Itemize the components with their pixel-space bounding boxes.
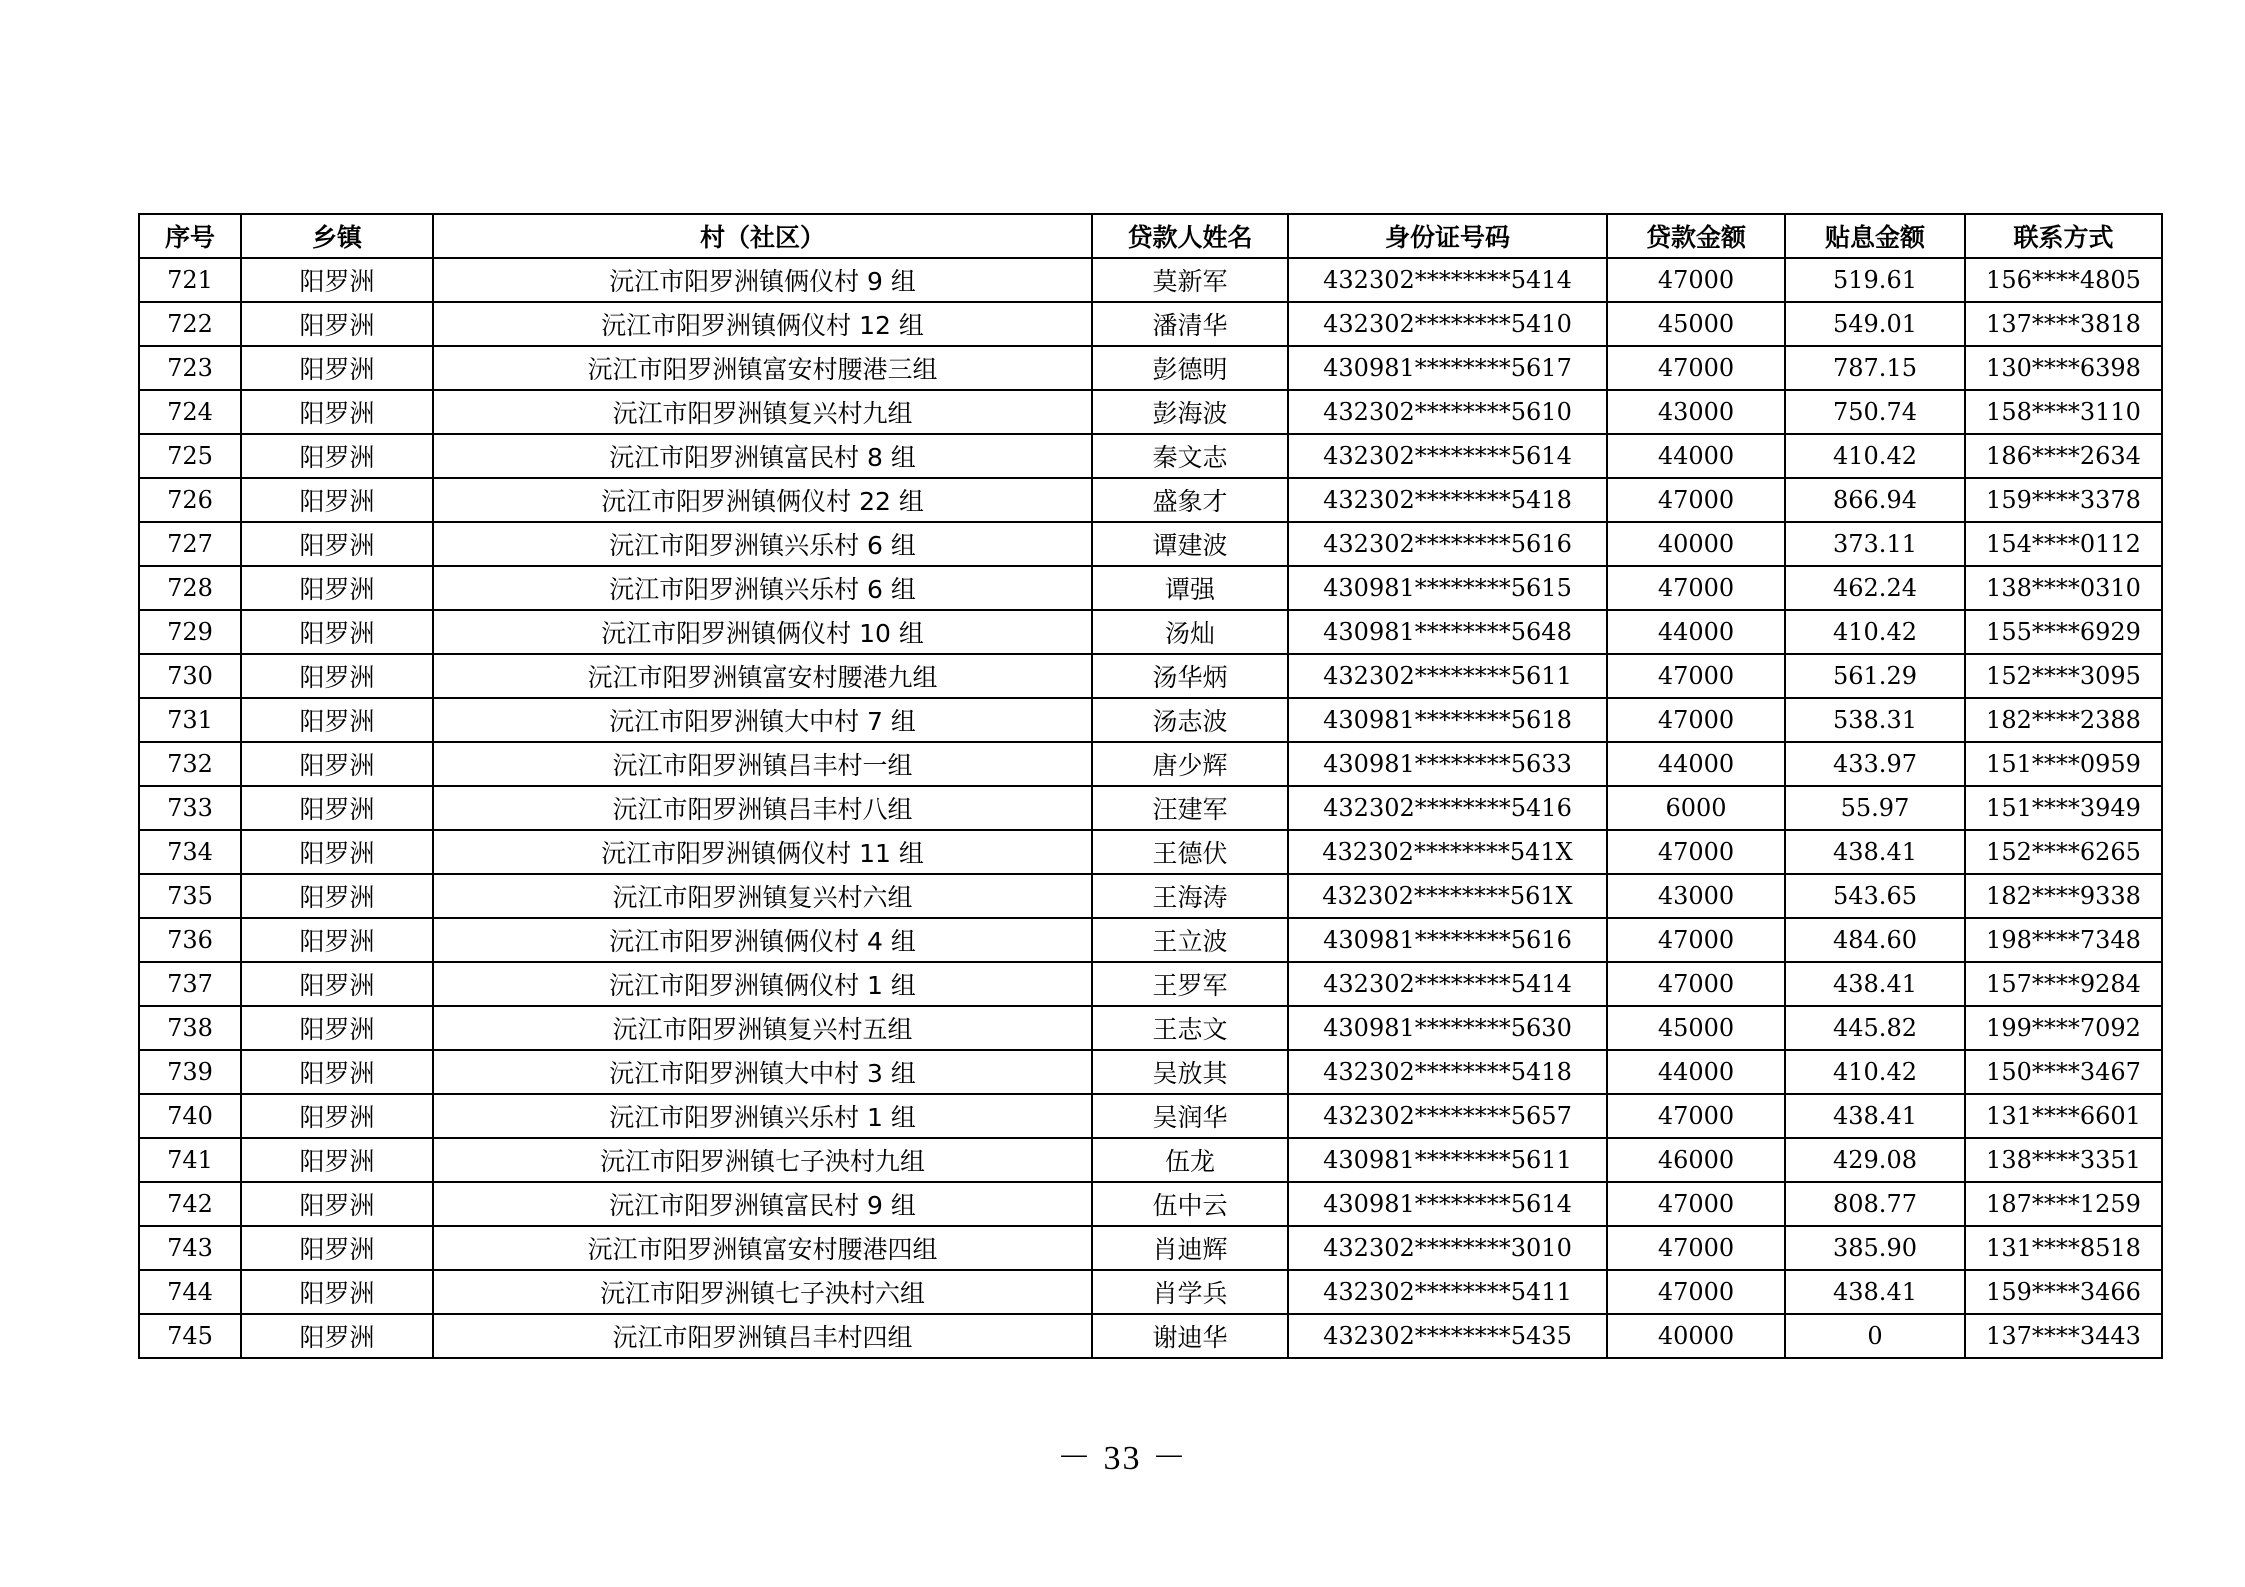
cell-village: 沅江市阳罗洲镇吕丰村一组 [433,742,1092,786]
cell-town: 阳罗洲 [241,742,433,786]
page-number: － 33 － [1057,1440,1188,1477]
cell-borrower-name: 汤志波 [1092,698,1288,742]
col-header-town: 乡镇 [241,214,433,258]
cell-village: 沅江市阳罗洲镇兴乐村 6 组 [433,522,1092,566]
cell-subsidy-amount: 410.42 [1785,434,1965,478]
cell-seq: 733 [139,786,241,830]
cell-id-number: 432302********5616 [1288,522,1607,566]
cell-town: 阳罗洲 [241,1006,433,1050]
cell-contact: 131****6601 [1965,1094,2162,1138]
cell-loan-amount: 44000 [1607,610,1785,654]
table-row [139,478,2162,522]
cell-contact: 150****3467 [1965,1050,2162,1094]
cell-borrower-name: 潘清华 [1092,302,1288,346]
cell-seq: 738 [139,1006,241,1050]
cell-subsidy-amount: 549.01 [1785,302,1965,346]
cell-id-number: 432302********5657 [1288,1094,1607,1138]
cell-loan-amount: 47000 [1607,1226,1785,1270]
cell-id-number: 430981********5630 [1288,1006,1607,1050]
cell-contact: 182****2388 [1965,698,2162,742]
cell-loan-amount: 47000 [1607,258,1785,302]
cell-village: 沅江市阳罗洲镇兴乐村 1 组 [433,1094,1092,1138]
cell-town: 阳罗洲 [241,698,433,742]
cell-subsidy-amount: 0 [1785,1314,1965,1358]
cell-town: 阳罗洲 [241,302,433,346]
cell-contact: 152****3095 [1965,654,2162,698]
cell-subsidy-amount: 561.29 [1785,654,1965,698]
cell-seq: 734 [139,830,241,874]
cell-seq: 725 [139,434,241,478]
cell-contact: 130****6398 [1965,346,2162,390]
cell-town: 阳罗洲 [241,566,433,610]
cell-subsidy-amount: 373.11 [1785,522,1965,566]
cell-village: 沅江市阳罗洲镇大中村 7 组 [433,698,1092,742]
cell-loan-amount: 47000 [1607,1182,1785,1226]
cell-town: 阳罗洲 [241,390,433,434]
table-header-row [139,214,2162,258]
cell-subsidy-amount: 410.42 [1785,610,1965,654]
cell-subsidy-amount: 787.15 [1785,346,1965,390]
cell-id-number: 430981********5615 [1288,566,1607,610]
cell-town: 阳罗洲 [241,478,433,522]
cell-id-number: 432302********5435 [1288,1314,1607,1358]
cell-seq: 743 [139,1226,241,1270]
cell-loan-amount: 47000 [1607,918,1785,962]
table-row [139,830,2162,874]
cell-town: 阳罗洲 [241,610,433,654]
cell-borrower-name: 伍龙 [1092,1138,1288,1182]
cell-id-number: 430981********5614 [1288,1182,1607,1226]
cell-village: 沅江市阳罗洲镇富安村腰港九组 [433,654,1092,698]
cell-contact: 131****8518 [1965,1226,2162,1270]
cell-seq: 742 [139,1182,241,1226]
cell-seq: 744 [139,1270,241,1314]
table-row [139,874,2162,918]
table-row [139,1138,2162,1182]
cell-village: 沅江市阳罗洲镇富安村腰港四组 [433,1226,1092,1270]
cell-loan-amount: 47000 [1607,962,1785,1006]
cell-borrower-name: 莫新军 [1092,258,1288,302]
cell-village: 沅江市阳罗洲镇大中村 3 组 [433,1050,1092,1094]
cell-borrower-name: 汪建军 [1092,786,1288,830]
table-row [139,434,2162,478]
loan-table [138,213,2163,1359]
cell-seq: 739 [139,1050,241,1094]
cell-contact: 199****7092 [1965,1006,2162,1050]
cell-town: 阳罗洲 [241,1270,433,1314]
cell-contact: 137****3818 [1965,302,2162,346]
cell-loan-amount: 47000 [1607,566,1785,610]
cell-village: 沅江市阳罗洲镇富安村腰港三组 [433,346,1092,390]
cell-loan-amount: 47000 [1607,346,1785,390]
cell-subsidy-amount: 438.41 [1785,1270,1965,1314]
cell-loan-amount: 47000 [1607,478,1785,522]
cell-contact: 138****0310 [1965,566,2162,610]
cell-borrower-name: 伍中云 [1092,1182,1288,1226]
cell-subsidy-amount: 519.61 [1785,258,1965,302]
cell-contact: 186****2634 [1965,434,2162,478]
table-row [139,522,2162,566]
cell-village: 沅江市阳罗洲镇复兴村九组 [433,390,1092,434]
table-row [139,1226,2162,1270]
cell-contact: 198****7348 [1965,918,2162,962]
cell-village: 沅江市阳罗洲镇吕丰村八组 [433,786,1092,830]
cell-town: 阳罗洲 [241,962,433,1006]
cell-contact: 137****3443 [1965,1314,2162,1358]
cell-subsidy-amount: 750.74 [1785,390,1965,434]
cell-village: 沅江市阳罗洲镇复兴村六组 [433,874,1092,918]
cell-contact: 138****3351 [1965,1138,2162,1182]
cell-borrower-name: 谭强 [1092,566,1288,610]
cell-subsidy-amount: 445.82 [1785,1006,1965,1050]
cell-village: 沅江市阳罗洲镇复兴村五组 [433,1006,1092,1050]
table-row [139,1094,2162,1138]
col-header-village: 村（社区） [433,214,1092,258]
cell-loan-amount: 6000 [1607,786,1785,830]
cell-loan-amount: 44000 [1607,1050,1785,1094]
cell-loan-amount: 40000 [1607,522,1785,566]
cell-seq: 731 [139,698,241,742]
cell-id-number: 432302********5411 [1288,1270,1607,1314]
cell-seq: 745 [139,1314,241,1358]
cell-contact: 155****6929 [1965,610,2162,654]
table-row [139,1270,2162,1314]
cell-seq: 728 [139,566,241,610]
cell-id-number: 432302********5418 [1288,1050,1607,1094]
table-row [139,258,2162,302]
cell-id-number: 430981********5618 [1288,698,1607,742]
cell-contact: 151****0959 [1965,742,2162,786]
cell-village: 沅江市阳罗洲镇兴乐村 6 组 [433,566,1092,610]
cell-village: 沅江市阳罗洲镇俩仪村 22 组 [433,478,1092,522]
table-row [139,918,2162,962]
cell-seq: 737 [139,962,241,1006]
cell-town: 阳罗洲 [241,918,433,962]
cell-town: 阳罗洲 [241,654,433,698]
cell-seq: 735 [139,874,241,918]
cell-seq: 724 [139,390,241,434]
cell-town: 阳罗洲 [241,1182,433,1226]
cell-subsidy-amount: 866.94 [1785,478,1965,522]
table-row [139,1182,2162,1226]
cell-seq: 732 [139,742,241,786]
col-header-subsidy-amount: 贴息金额 [1785,214,1965,258]
cell-loan-amount: 43000 [1607,390,1785,434]
cell-contact: 159****3466 [1965,1270,2162,1314]
cell-subsidy-amount: 543.65 [1785,874,1965,918]
cell-subsidy-amount: 410.42 [1785,1050,1965,1094]
cell-seq: 736 [139,918,241,962]
cell-seq: 741 [139,1138,241,1182]
cell-loan-amount: 45000 [1607,302,1785,346]
cell-loan-amount: 47000 [1607,830,1785,874]
cell-id-number: 432302********5416 [1288,786,1607,830]
table-row [139,1050,2162,1094]
table-row [139,1314,2162,1358]
cell-borrower-name: 吴放其 [1092,1050,1288,1094]
cell-village: 沅江市阳罗洲镇七子泱村九组 [433,1138,1092,1182]
cell-subsidy-amount: 55.97 [1785,786,1965,830]
cell-village: 沅江市阳罗洲镇俩仪村 12 组 [433,302,1092,346]
col-header-contact: 联系方式 [1965,214,2162,258]
cell-borrower-name: 肖迪辉 [1092,1226,1288,1270]
col-header-id-number: 身份证号码 [1288,214,1607,258]
cell-town: 阳罗洲 [241,1050,433,1094]
cell-town: 阳罗洲 [241,1226,433,1270]
cell-loan-amount: 43000 [1607,874,1785,918]
cell-loan-amount: 47000 [1607,1270,1785,1314]
cell-village: 沅江市阳罗洲镇俩仪村 9 组 [433,258,1092,302]
table-row [139,346,2162,390]
cell-id-number: 432302********5410 [1288,302,1607,346]
cell-subsidy-amount: 438.41 [1785,962,1965,1006]
cell-borrower-name: 王海涛 [1092,874,1288,918]
cell-contact: 159****3378 [1965,478,2162,522]
cell-village: 沅江市阳罗洲镇富民村 9 组 [433,1182,1092,1226]
cell-town: 阳罗洲 [241,258,433,302]
cell-id-number: 432302********5611 [1288,654,1607,698]
cell-contact: 158****3110 [1965,390,2162,434]
cell-seq: 727 [139,522,241,566]
cell-seq: 721 [139,258,241,302]
table-row [139,962,2162,1006]
cell-loan-amount: 45000 [1607,1006,1785,1050]
cell-seq: 723 [139,346,241,390]
cell-subsidy-amount: 538.31 [1785,698,1965,742]
cell-loan-amount: 44000 [1607,434,1785,478]
table-row [139,1006,2162,1050]
cell-subsidy-amount: 462.24 [1785,566,1965,610]
table-row [139,610,2162,654]
cell-borrower-name: 王立波 [1092,918,1288,962]
cell-id-number: 430981********5616 [1288,918,1607,962]
cell-loan-amount: 46000 [1607,1138,1785,1182]
cell-town: 阳罗洲 [241,522,433,566]
cell-contact: 154****0112 [1965,522,2162,566]
cell-id-number: 432302********5614 [1288,434,1607,478]
cell-seq: 722 [139,302,241,346]
cell-id-number: 432302********5414 [1288,962,1607,1006]
cell-contact: 151****3949 [1965,786,2162,830]
cell-town: 阳罗洲 [241,874,433,918]
cell-village: 沅江市阳罗洲镇七子泱村六组 [433,1270,1092,1314]
cell-seq: 729 [139,610,241,654]
cell-village: 沅江市阳罗洲镇俩仪村 11 组 [433,830,1092,874]
cell-loan-amount: 47000 [1607,654,1785,698]
table-row [139,786,2162,830]
cell-borrower-name: 秦文志 [1092,434,1288,478]
cell-town: 阳罗洲 [241,786,433,830]
cell-borrower-name: 彭德明 [1092,346,1288,390]
cell-id-number: 432302********5418 [1288,478,1607,522]
cell-subsidy-amount: 429.08 [1785,1138,1965,1182]
cell-borrower-name: 盛象才 [1092,478,1288,522]
table-row [139,302,2162,346]
cell-contact: 157****9284 [1965,962,2162,1006]
cell-subsidy-amount: 484.60 [1785,918,1965,962]
cell-town: 阳罗洲 [241,830,433,874]
cell-town: 阳罗洲 [241,434,433,478]
cell-town: 阳罗洲 [241,1314,433,1358]
cell-id-number: 430981********5633 [1288,742,1607,786]
cell-id-number: 432302********3010 [1288,1226,1607,1270]
cell-loan-amount: 40000 [1607,1314,1785,1358]
cell-borrower-name: 肖学兵 [1092,1270,1288,1314]
table-row [139,698,2162,742]
cell-borrower-name: 王德伏 [1092,830,1288,874]
cell-id-number: 432302********541X [1288,830,1607,874]
cell-subsidy-amount: 385.90 [1785,1226,1965,1270]
cell-village: 沅江市阳罗洲镇俩仪村 4 组 [433,918,1092,962]
table-row [139,390,2162,434]
cell-village: 沅江市阳罗洲镇俩仪村 1 组 [433,962,1092,1006]
cell-id-number: 432302********5414 [1288,258,1607,302]
col-header-seq: 序号 [139,214,241,258]
cell-id-number: 430981********5648 [1288,610,1607,654]
cell-borrower-name: 王罗军 [1092,962,1288,1006]
cell-id-number: 432302********5610 [1288,390,1607,434]
table-row [139,654,2162,698]
table-row [139,742,2162,786]
cell-village: 沅江市阳罗洲镇俩仪村 10 组 [433,610,1092,654]
cell-borrower-name: 汤灿 [1092,610,1288,654]
table-row [139,566,2162,610]
cell-borrower-name: 王志文 [1092,1006,1288,1050]
col-header-loan-amount: 贷款金额 [1607,214,1785,258]
cell-loan-amount: 44000 [1607,742,1785,786]
cell-town: 阳罗洲 [241,1094,433,1138]
col-header-borrower: 贷款人姓名 [1092,214,1288,258]
cell-contact: 156****4805 [1965,258,2162,302]
cell-subsidy-amount: 438.41 [1785,1094,1965,1138]
cell-seq: 740 [139,1094,241,1138]
cell-borrower-name: 彭海波 [1092,390,1288,434]
cell-borrower-name: 谭建波 [1092,522,1288,566]
cell-borrower-name: 唐少辉 [1092,742,1288,786]
cell-contact: 152****6265 [1965,830,2162,874]
cell-id-number: 430981********5617 [1288,346,1607,390]
cell-village: 沅江市阳罗洲镇富民村 8 组 [433,434,1092,478]
cell-id-number: 430981********5611 [1288,1138,1607,1182]
cell-loan-amount: 47000 [1607,698,1785,742]
cell-id-number: 432302********561X [1288,874,1607,918]
cell-town: 阳罗洲 [241,1138,433,1182]
cell-contact: 182****9338 [1965,874,2162,918]
cell-borrower-name: 汤华炳 [1092,654,1288,698]
cell-borrower-name: 谢迪华 [1092,1314,1288,1358]
cell-seq: 726 [139,478,241,522]
cell-seq: 730 [139,654,241,698]
cell-subsidy-amount: 808.77 [1785,1182,1965,1226]
cell-borrower-name: 吴润华 [1092,1094,1288,1138]
cell-subsidy-amount: 438.41 [1785,830,1965,874]
cell-contact: 187****1259 [1965,1182,2162,1226]
cell-subsidy-amount: 433.97 [1785,742,1965,786]
cell-loan-amount: 47000 [1607,1094,1785,1138]
cell-town: 阳罗洲 [241,346,433,390]
cell-village: 沅江市阳罗洲镇吕丰村四组 [433,1314,1092,1358]
